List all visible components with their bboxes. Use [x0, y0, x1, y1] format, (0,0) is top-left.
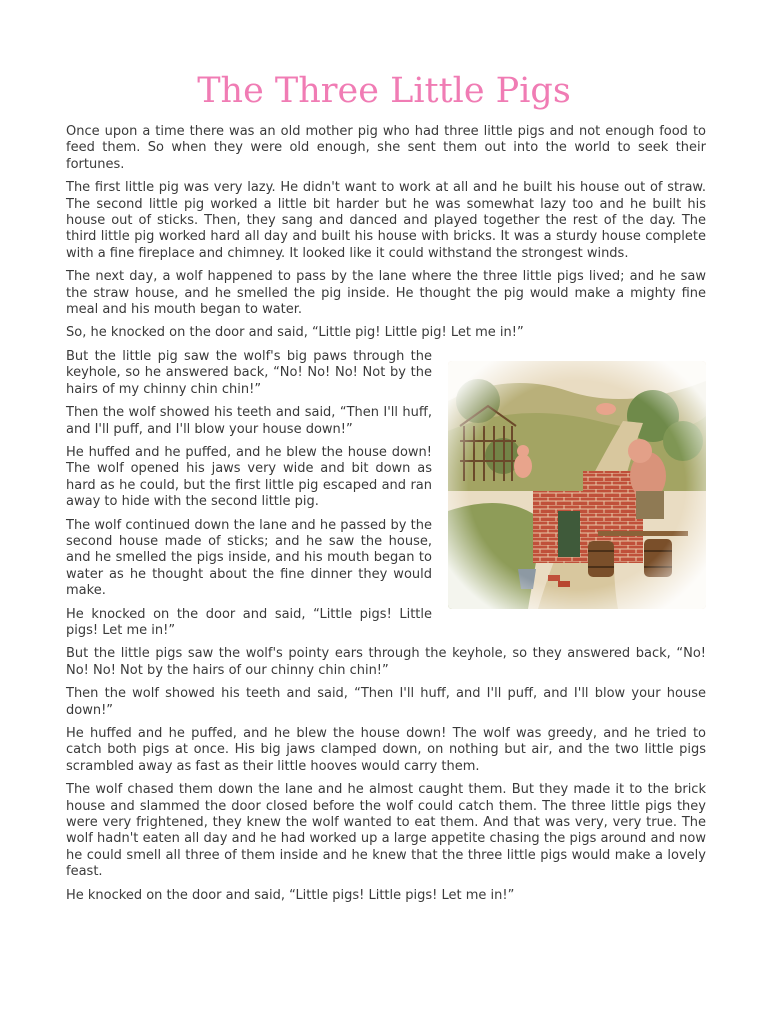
story-paragraph: The next day, a wolf happened to pass by the lane where the three little pigs lived; and he saw the straw house, and he smelled the pig inside. He thought the pig would make a mighty fine meal and his mouth began to water.: [66, 269, 706, 318]
story-paragraph: The first little pig was very lazy. He didn't want to work at all and he built his house out of straw. The second little pig worked a little bit harder but he was somewhat lazy too and he built his house out of sticks. Then, they sang and danced and played together the rest of the day. The third little pig worked hard all day and built his house with bricks. It was a sturdy house complete with a fine fireplace and chimney. It looked like it could withstand the strongest winds.: [66, 180, 706, 261]
pig-building-brick-house-illustration: [448, 361, 706, 609]
story-paragraph: He knocked on the door and said, “Little pigs! Little pigs! Let me in!”: [66, 606, 432, 638]
page-title: The Three Little Pigs: [197, 71, 571, 111]
story-paragraph: He huffed and he puffed, and he blew the house down! The wolf was greedy, and he tried to catch both pigs at once. His big jaws clamped down, on nothing but air, and the two little pigs scrambled away as fast as their little hooves would carry them.: [66, 726, 706, 774]
story-paragraph: The wolf chased them down the lane and he almost caught them. But they made it to the brick house and slammed the door closed before the wolf could catch them. The three little pigs they were very frightened, they knew the wolf wanted to eat them. And that was very, very true. The wolf hadn't eaten all day and he had worked up a large appetite chasing the pigs around and now he could smell all three of them inside and he knew that the three little pigs would make a lovely feast.: [66, 782, 706, 880]
story-paragraph: Then the wolf showed his teeth and said, “Then I'll huff, and I'll puff, and I'll blow your house down!”: [66, 405, 432, 437]
illustration-canvas: [448, 361, 706, 609]
story-body: [66, 124, 706, 911]
story-paragraph: Then the wolf showed his teeth and said, “Then I'll huff, and I'll puff, and I'll blow your house down!”: [66, 686, 706, 718]
story-paragraph: He knocked on the door and said, “Little pigs! Little pigs! Let me in!”: [66, 887, 515, 903]
story-paragraph: He huffed and he puffed, and he blew the house down! The wolf opened his jaws very wide and bit down as hard as he could, but the first little pig escaped and ran away to hide with the second little pig.: [66, 444, 432, 510]
story-paragraph: So, he knocked on the door and said, “Little pig! Little pig! Let me in!”: [66, 325, 524, 341]
story-paragraph: The wolf continued down the lane and he passed by the second house made of sticks; and he saw the house, and he smelled the pigs inside, and his mouth began to water as he thought about the fine dinner they would make.: [66, 517, 432, 599]
story-paragraph: But the little pigs saw the wolf's pointy ears through the keyhole, so they answered back, “No! No! No! Not by the hairs of our chinny chin chin!”: [66, 646, 706, 678]
story-paragraph: Once upon a time there was an old mother pig who had three little pigs and not enough food to feed them. So when they were old enough, she sent them out into the world to seek their fortunes.: [66, 124, 706, 172]
story-paragraph: But the little pig saw the wolf's big paws through the keyhole, so he answered back, “No! No! No! Not by the hairs of my chinny chin chin!”: [66, 348, 432, 397]
